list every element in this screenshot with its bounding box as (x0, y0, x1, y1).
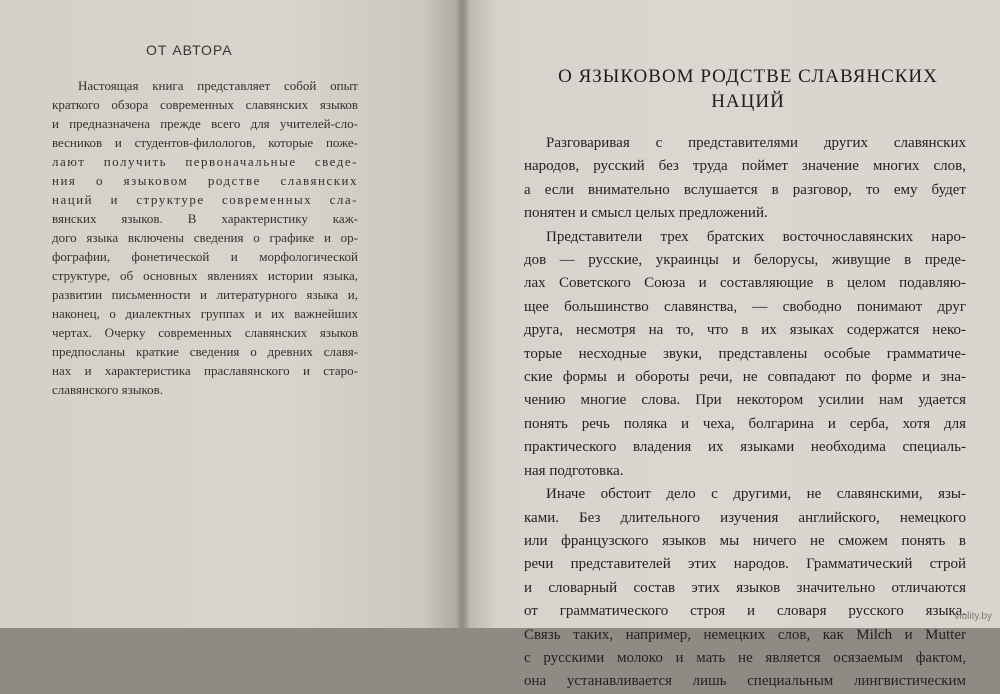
right-page-text (524, 132, 966, 694)
text-line: от грамматического строя и словаря русского языка. (524, 603, 966, 620)
text-line: нах и характеристика праславянского и старо- (52, 363, 358, 378)
text-line: а если внимательно вслушается в разговор, то ему будет (524, 181, 966, 198)
text-line: структуре, об основных явлениях истории языка, (52, 268, 358, 283)
text-line: с русскими молоко и мать не является осязаемым фактом, (524, 649, 966, 666)
text-line: краткого обзора современных славянских языков (52, 97, 358, 112)
text-line: практического владения их языками необходима специаль- (524, 439, 966, 456)
text-line: Связь таких, например, немецких слов, как Milch и Mutter (524, 626, 966, 643)
text-line: фографии, фонетической и морфологической (52, 249, 358, 264)
text-line: наконец, о диалектных группах и их важнейших (52, 306, 358, 321)
title-line: О ЯЗЫКОВОМ РОДСТВЕ СЛАВЯНСКИХ (558, 66, 938, 87)
text-line: речи представителей этих народов. Грамматический строй (524, 556, 966, 573)
text-line: Настоящая книга представляет собой опыт (78, 78, 358, 93)
right-page-title (528, 64, 968, 114)
left-page-heading: ОТ АВТОРА (146, 42, 233, 58)
text-line: народов, русский без труда поймет значение многих слов, (524, 158, 966, 175)
text-line: ками. Без длительного изучения английского, немецкого (524, 509, 966, 526)
text-line: развитии письменности и литературного языка и, (52, 287, 358, 302)
text-line: торые несходные звуки, представлены особые грамматиче- (524, 345, 966, 362)
text-line: предпосланы краткие сведения о древних славя- (52, 344, 358, 359)
text-line: лах Советского Союза и составляющие в целом подавляю- (524, 275, 966, 292)
text-line: ния о языковом родстве славянских (52, 173, 358, 188)
text-line: ная подготовка. (524, 462, 624, 479)
text-line: Разговаривая с представителями других славянских (546, 135, 966, 151)
title-line: НАЦИЙ (711, 91, 785, 112)
text-line: или французского языков мы ничего не сможем понять в (524, 532, 966, 549)
text-line: она устанавливается лишь специальным лингвистическим (524, 673, 966, 690)
book-gutter (455, 0, 471, 628)
text-line: Представители трех братских восточнославянских наро- (546, 228, 966, 245)
text-line: чению многие слова. При некотором усилии нам удается (524, 392, 966, 409)
text-line: весников и студентов-филологов, которые поже- (52, 135, 358, 150)
left-page (0, 0, 462, 628)
text-line: славянского языков. (52, 382, 164, 397)
text-line: наций и структуре современных сла- (52, 192, 358, 207)
text-line: лают получить первоначальные сведе- (52, 154, 358, 169)
text-line: и предназначена прежде всего для учителей-сло- (52, 116, 358, 131)
text-line: понятен и смысл целых предложений. (524, 205, 768, 222)
left-page-text (52, 76, 358, 399)
text-line: ские формы и обороты речи, не совпадают по форме и зна- (524, 369, 966, 386)
text-line: дов — русские, украинцы и белорусы, живущие в преде- (524, 252, 966, 269)
text-line: чертах. Очерку современных славянских языков (52, 325, 358, 340)
text-line: дого языка включены сведения о графике и ор- (52, 230, 358, 245)
text-line: вянских языков. В характеристику каж- (52, 211, 358, 226)
text-line: щее большинство славянства, — свободно понимают друг (524, 298, 966, 315)
watermark: violity.by (954, 611, 992, 622)
text-line: Иначе обстоит дело с другими, не славянскими, язы- (546, 486, 966, 503)
text-line: друга, несмотря на то, что в их языках содержатся неко- (524, 322, 966, 339)
text-line: и словарный состав этих языков значительно отличаются (524, 579, 966, 596)
text-line: понять речь поляка и чеха, болгарина и серба, хотя для (524, 415, 966, 432)
